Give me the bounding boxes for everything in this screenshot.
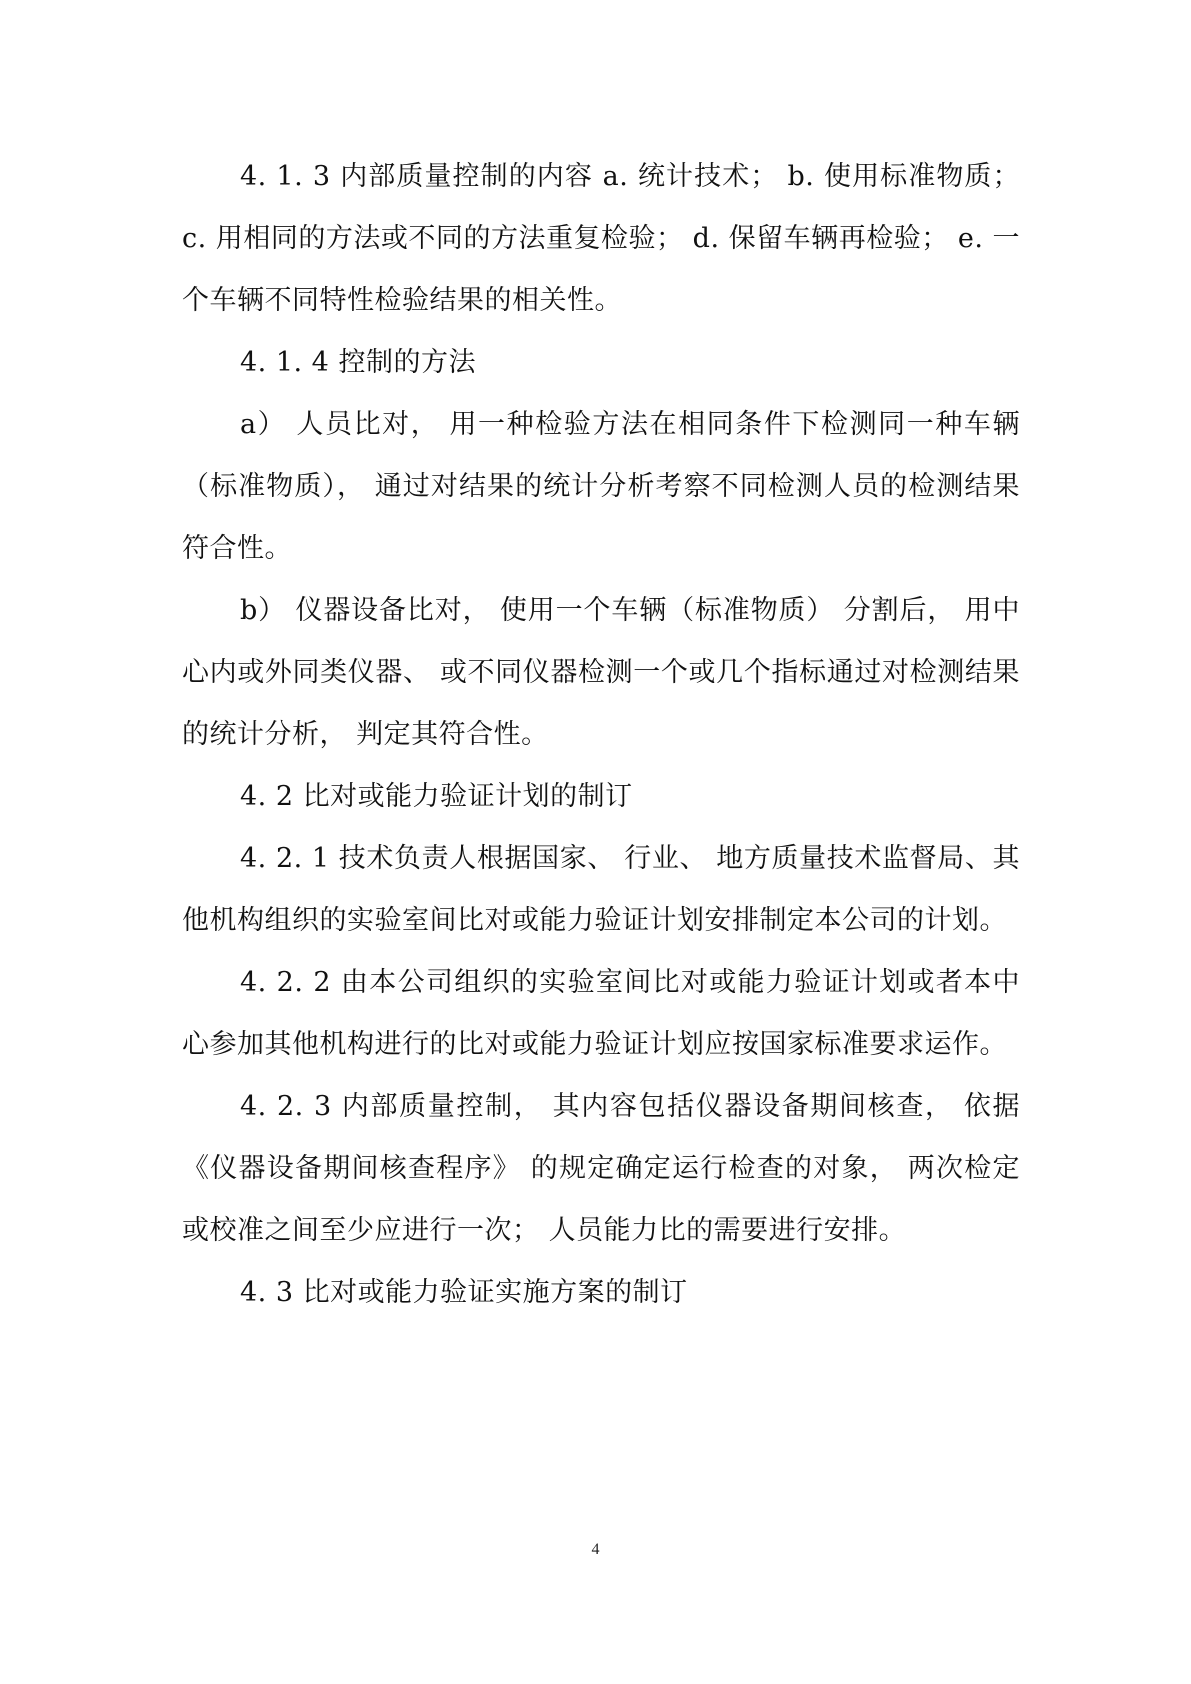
paragraph-a-personnel-comparison: a） 人员比对， 用一种检验方法在相同条件下检测同一种车辆（标准物质）， 通过对结果的统计分析考察不同检测人员的检测结果符合性。 — [182, 409, 1020, 564]
page-number: 4 — [591, 1541, 600, 1558]
paragraph-4-1-4: 4. 1. 4 控制的方法 — [240, 347, 476, 378]
paragraph-4-2-2: 4. 2. 2 由本公司组织的实验室间比对或能力验证计划或者本中心参加其他机构进行的比对或能力验证计划应按国家标准要求运作。 — [182, 967, 1020, 1060]
paragraph-4-1-3: 4. 1. 3 内部质量控制的内容 a. 统计技术； b. 使用标准物质； c. 用相同的方法或不同的方法重复检验； d. 保留车辆再检验； e. 一个车辆不同特性检验结果的相关性。 — [182, 161, 1020, 316]
paragraph-4-3: 4. 3 比对或能力验证实施方案的制订 — [240, 1277, 688, 1308]
paragraph-b-instrument-comparison: b） 仪器设备比对， 使用一个车辆（标准物质） 分割后， 用中心内或外同类仪器、 或不同仪器检测一个或几个指标通过对检测结果的统计分析， 判定其符合性。 — [182, 595, 1020, 750]
paragraph-4-2-1: 4. 2. 1 技术负责人根据国家、 行业、 地方质量技术监督局、其他机构组织的实验室间比对或能力验证计划安排制定本公司的计划。 — [182, 843, 1020, 936]
paragraph-4-2: 4. 2 比对或能力验证计划的制订 — [240, 781, 633, 812]
document-body — [182, 146, 1020, 1324]
paragraph-4-2-3: 4. 2. 3 内部质量控制， 其内容包括仪器设备期间核查， 依据《仪器设备期间核查程序》 的规定确定运行检查的对象， 两次检定或校准之间至少应进行一次； 人员能力比的需要进行安排。 — [182, 1091, 1020, 1246]
